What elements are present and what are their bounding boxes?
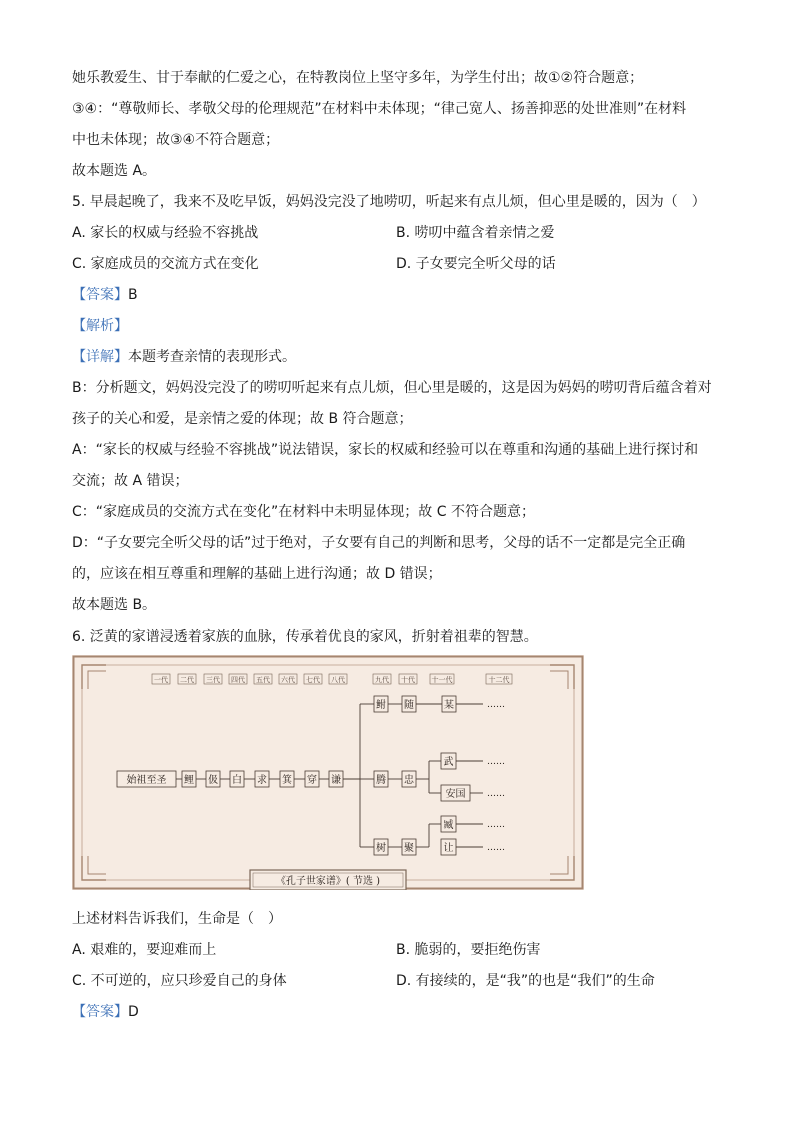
svg-text:谦: 谦	[331, 775, 341, 786]
text-line: ③④：“尊敬师长、孝敬父母的伦理规范”在材料中未体现；“律己宽人、扬善抑恶的处世准则”在材料	[72, 101, 687, 117]
svg-text:求: 求	[257, 775, 267, 786]
answer-value: D	[128, 1004, 139, 1020]
svg-text:二代: 二代	[180, 676, 194, 684]
option-6d: D. 有接续的，是“我”的也是“我们”的生命	[396, 973, 655, 989]
answer-6	[72, 1002, 139, 1022]
answer-tag: 【答案】	[72, 1004, 128, 1020]
tree-node	[402, 771, 416, 787]
tree-node	[206, 771, 220, 787]
option-6b: B. 脆弱的，要拒绝伤害	[396, 942, 541, 958]
detail-tag: 【详解】	[72, 349, 128, 365]
svg-text:穿: 穿	[307, 775, 317, 786]
tree-node	[280, 771, 294, 787]
explanation-line: 的，应该在相互尊重和理解的基础上进行沟通；故 D 错误；	[72, 566, 442, 582]
explanation-line: 交流；故 A 错误；	[72, 473, 189, 489]
gen-label	[279, 674, 297, 684]
explanation-line: D：“子女要完全听父母的话”过于绝对，子女要有自己的判断和思考，父母的话不一定都是完全正确	[72, 535, 686, 551]
tree-node	[374, 839, 388, 855]
tree-node	[255, 771, 269, 787]
tree-node	[230, 771, 244, 787]
detail-text: 本题考查亲情的表现形式。	[128, 349, 296, 365]
option-6c: C. 不可逆的，应只珍爱自己的身体	[72, 973, 287, 989]
text-line: 中也未体现；故③④不符合题意；	[72, 132, 280, 148]
gen-label	[430, 674, 454, 684]
answer-tag: 【答案】	[72, 287, 128, 303]
svg-text:随: 随	[404, 700, 414, 711]
gen-label	[399, 674, 417, 684]
ellipsis: ……	[487, 843, 505, 853]
option-5a: A. 家长的权威与经验不容挑战	[72, 225, 259, 241]
svg-text:白: 白	[232, 775, 242, 786]
explanation-line: 故本题选 B。	[72, 597, 157, 613]
family-tree-figure	[72, 655, 584, 890]
gen-label	[304, 674, 322, 684]
gen-label	[373, 674, 391, 684]
ellipsis: ……	[487, 757, 505, 767]
explanation-line: B：分析题文，妈妈没完没了的唠叨听起来有点儿烦，但心里是暖的，这是因为妈妈的唠叨背后蕴含着对	[72, 380, 712, 396]
analysis-tag: 【解析】	[72, 318, 128, 334]
gen-label	[254, 674, 272, 684]
svg-text:腾: 腾	[376, 775, 386, 786]
tree-node	[441, 816, 456, 832]
question-6: 6. 泛黄的家谱浸透着家族的血脉，传承着优良的家风，折射着祖辈的智慧。	[72, 629, 538, 645]
option-5c: C. 家庭成员的交流方式在变化	[72, 256, 259, 272]
text-line: 故本题选 A。	[72, 163, 157, 179]
gen-label	[329, 674, 347, 684]
tree-node	[182, 771, 196, 787]
tree-node	[442, 696, 456, 712]
answer-5	[72, 285, 138, 305]
gen-label	[229, 674, 247, 684]
gen-label	[152, 674, 170, 684]
svg-text:四代: 四代	[231, 676, 245, 684]
svg-text:十代: 十代	[401, 676, 415, 684]
question-5: 5. 早晨起晚了，我来不及吃早饭，妈妈没完没了地唠叨，听起来有点儿烦，但心里是暖的，因为（ ）	[72, 194, 706, 210]
svg-text:十一代: 十一代	[431, 676, 453, 684]
svg-text:一代: 一代	[154, 676, 168, 684]
ellipsis: ……	[487, 820, 505, 830]
tree-node	[441, 785, 470, 801]
svg-text:某: 某	[444, 700, 454, 711]
option-5d: D. 子女要完全听父母的话	[396, 256, 556, 272]
svg-text:六代: 六代	[281, 676, 295, 684]
svg-text:始祖至圣: 始祖至圣	[126, 775, 167, 786]
svg-text:十二代: 十二代	[488, 676, 510, 684]
svg-text:八代: 八代	[331, 676, 345, 684]
analysis-heading	[72, 316, 128, 336]
tree-node	[402, 696, 416, 712]
tree-node	[441, 753, 456, 769]
svg-text:三代: 三代	[206, 676, 220, 684]
svg-text:五代: 五代	[256, 676, 270, 684]
question-6-stem: 上述材料告诉我们，生命是（ ）	[72, 911, 282, 927]
explanation-line: A：“家长的权威与经验不容挑战”说法错误，家长的权威和经验可以在尊重和沟通的基础上进行探讨和	[72, 442, 699, 458]
detail-heading	[72, 347, 296, 367]
tree-node	[374, 771, 388, 787]
svg-text:鲤: 鲤	[184, 775, 194, 786]
tree-node-root	[117, 771, 176, 787]
svg-text:武: 武	[443, 757, 454, 768]
svg-text:七代: 七代	[306, 676, 320, 684]
gen-label	[204, 674, 222, 684]
text-line: 她乐教爱生、甘于奉献的仁爱之心，在特教岗位上坚守多年，为学生付出；故①②符合题意；	[72, 70, 644, 86]
option-5b: B. 唠叨中蕴含着亲情之爱	[396, 225, 555, 241]
svg-text:聚: 聚	[404, 843, 414, 854]
svg-text:箕: 箕	[282, 775, 292, 786]
svg-text:忠: 忠	[404, 775, 414, 786]
svg-text:鲋: 鲋	[376, 700, 386, 711]
tree-node	[374, 696, 388, 712]
tree-node	[305, 771, 319, 787]
svg-text:安国: 安国	[445, 789, 466, 800]
option-6a: A. 艰难的，要迎难而上	[72, 942, 217, 958]
tree-node	[402, 839, 416, 855]
ellipsis: ……	[487, 700, 505, 710]
ellipsis: ……	[487, 789, 505, 799]
gen-label	[178, 674, 196, 684]
svg-text:让: 让	[443, 843, 454, 854]
svg-text:伋: 伋	[208, 775, 218, 786]
svg-text:树: 树	[376, 843, 386, 854]
tree-node	[441, 839, 456, 855]
figure-caption	[250, 870, 406, 890]
tree-node	[329, 771, 343, 787]
gen-label	[486, 674, 512, 684]
explanation-line: C：“家庭成员的交流方式在变化”在材料中未明显体现；故 C 不符合题意；	[72, 504, 535, 520]
svg-text:《孔子世家谱》( 节选 ): 《孔子世家谱》( 节选 )	[275, 876, 381, 887]
answer-value: B	[128, 287, 138, 303]
svg-text:臧: 臧	[443, 820, 454, 831]
svg-text:九代: 九代	[375, 676, 389, 684]
explanation-line: 孩子的关心和爱，是亲情之爱的体现；故 B 符合题意；	[72, 411, 413, 427]
